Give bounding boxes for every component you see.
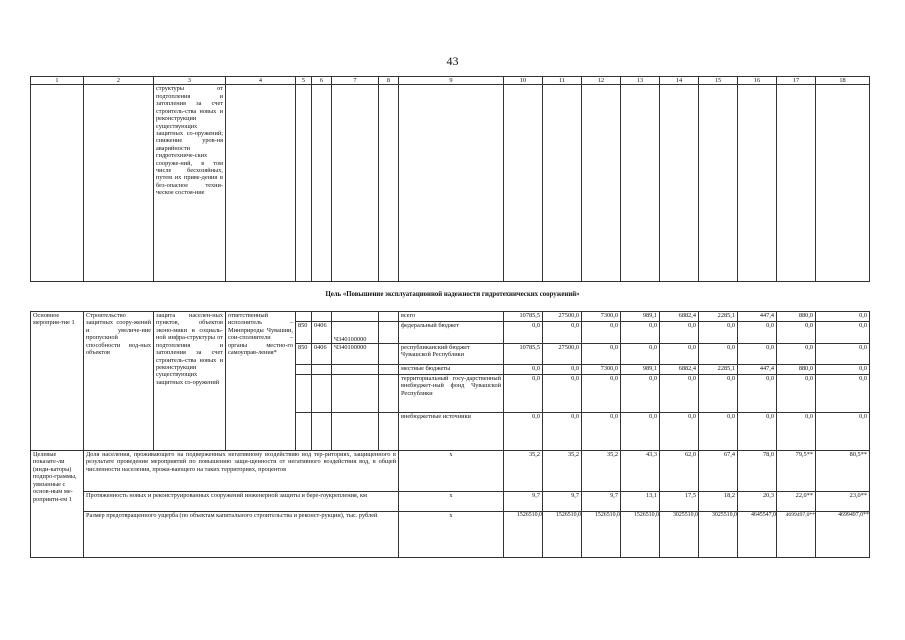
col-header: 17 [777,77,816,85]
event-executors: ответственный исполнитель – Минприроды Чувашии, сои-сполнители – органы местно-го самоуправ-ления* [226,312,296,451]
indicator-value: 9,7 [582,492,621,512]
indicator-row [31,451,870,492]
value-cell: 880,0 [777,365,816,375]
table-row [31,312,870,322]
section-cell: 0406 [312,322,332,344]
col-header: 18 [816,77,870,85]
value-cell: 0,0 [738,322,777,344]
value-cell: 0,0 [504,375,543,413]
value-cell: 0,0 [777,344,816,365]
indicator-value: 3025510,0 [699,512,738,558]
col-header: 4 [226,77,296,85]
value-cell: 0,0 [816,344,870,365]
value-cell: 0,0 [504,413,543,451]
value-cell: 6882,4 [660,312,699,322]
indicator-value: 9,7 [543,492,582,512]
value-cell: 0,0 [816,322,870,344]
value-cell: 0,0 [543,375,582,413]
col-header: 2 [84,77,154,85]
event-title: Строительство защитных соору-жений и увеличе-ние пропускной способности вод-ных объектов [84,312,154,451]
value-cell: 27500,0 [543,344,582,365]
value-cell: 0,0 [582,413,621,451]
vr-cell [379,413,399,451]
indicator-value: 78,0 [738,451,777,492]
grbs-cell [296,375,312,413]
csr-cell: Ч340100000 [332,344,379,365]
value-cell: 10785,5 [504,312,543,322]
col-header: 3 [154,77,226,85]
section-cell [312,413,332,451]
value-cell: 0,0 [504,365,543,375]
indicator-x: x [399,512,504,558]
goal-title: Цель «Повышение эксплуатационной надежности гидротехнических сооружений» [325,291,580,298]
indicator-value: 4699497,0** [816,512,870,558]
indicator-value: 17,5 [660,492,699,512]
indicator-x: x [399,451,504,492]
value-cell: 0,0 [816,413,870,451]
col-header: 13 [621,77,660,85]
col-header: 9 [399,77,504,85]
table-main [30,311,870,558]
indicators-label: Целевые показате-ли (инди-каторы) подпро-граммы, увязанные с основ-ным ме-роприяти-ем 1 [31,451,84,558]
value-cell: 0,0 [777,413,816,451]
col-header: 1 [31,77,84,85]
value-cell: 10785,5 [504,344,543,365]
value-cell: 0,0 [621,375,660,413]
grbs-cell [296,413,312,451]
indicator-value: 35,2 [504,451,543,492]
funding-source: федеральный бюджет [399,322,504,344]
col-header: 11 [543,77,582,85]
funding-source: внебюджетные источники [399,413,504,451]
vr-cell [379,375,399,413]
csr-cell [332,413,379,451]
value-cell: 0,0 [699,322,738,344]
value-cell: 7300,0 [582,365,621,375]
vr-cell [379,344,399,365]
indicator-value: 35,2 [582,451,621,492]
section-cell [312,375,332,413]
value-cell: 2285,1 [699,365,738,375]
indicator-value: 18,2 [699,492,738,512]
funding-source: местные бюджеты [399,365,504,375]
value-cell: 0,0 [816,375,870,413]
csr-cell [332,365,379,375]
value-cell: 0,0 [816,312,870,322]
col-header: 8 [379,77,399,85]
value-cell: 0,0 [582,375,621,413]
funding-source: территориальный госу-дарственный внебюджет-ный фонд Чувашской Республики [399,375,504,413]
value-cell: 0,0 [543,365,582,375]
indicator-x: x [399,492,504,512]
value-cell: 2285,1 [699,312,738,322]
indicator-value: 20,3 [738,492,777,512]
grbs-cell: 850 [296,322,312,344]
value-cell: 0,0 [660,375,699,413]
value-cell: 0,0 [777,375,816,413]
value-cell: 0,0 [660,322,699,344]
indicator-row [31,512,870,558]
value-cell: 6882,4 [660,365,699,375]
col-header: 14 [660,77,699,85]
indicator-value: 23,0** [816,492,870,512]
value-cell: 0,0 [543,322,582,344]
value-cell: 989,1 [621,312,660,322]
section-cell [312,365,332,375]
indicator-text: Доля населения, проживающего на подверженных негативному воздействию вод тер-риториях, защищенного в результате проведения мероприятий по повышению защи-щенности от негативного воздействия вод, в общей численности населения, прожи-вающего на таких территориях, процентов [84,451,399,492]
value-cell: 0,0 [621,322,660,344]
value-cell: 0,0 [738,375,777,413]
continuation-row [31,85,870,282]
indicator-value: 1526510,0 [582,512,621,558]
col3-continuation-text: структуры от подтопления и затопления за счет строитель-ства новых и реконструкции существующих защитных со-оружений; снижение уров-ня аварийности гидротехниче-ских сооруже-ний, в том числе бесхозяйных, путем их приве-дения в без-опасное техни-ческое состоя-ние [154,85,226,282]
value-cell: 0,0 [699,413,738,451]
col-header: 12 [582,77,621,85]
indicator-value: 80,5** [816,451,870,492]
grbs-cell [296,312,312,322]
indicator-value: 1526510,0 [504,512,543,558]
funding-source: республиканский бюджет Чувашской Республики [399,344,504,365]
vr-cell [379,312,399,322]
col-header: 5 [296,77,312,85]
csr-cell [332,312,379,322]
value-cell: 0,0 [504,322,543,344]
value-cell: 0,0 [582,344,621,365]
indicator-text: Размер предотвращенного ущерба (по объектам капитального строительства и реконст-рукции), тыс. рублей [84,512,399,558]
indicator-value: 1526510,0 [621,512,660,558]
indicator-value: 4699497,0** [777,512,816,558]
col-header: 15 [699,77,738,85]
col-header: 10 [504,77,543,85]
indicator-value: 13,1 [621,492,660,512]
value-cell: 0,0 [738,413,777,451]
col-header: 6 [312,77,332,85]
column-number-row [31,77,870,85]
indicator-value: 22,0** [777,492,816,512]
value-cell: 447,4 [738,365,777,375]
indicator-value: 67,4 [699,451,738,492]
value-cell: 0,0 [816,365,870,375]
grbs-cell [296,365,312,375]
indicator-value: 3025510,0 [660,512,699,558]
value-cell: 0,0 [621,344,660,365]
section-cell: 0406 [312,344,332,365]
funding-source: всего [399,312,504,322]
page-number: 43 [446,54,459,68]
value-cell: 0,0 [777,322,816,344]
event-goal: защита населен-ных пунктов, объектов эконо-мики и социаль-ной инфра-структуры от подтопления и затопления за счет строитель-ства новых и реконструкции существующих защитных со-оружений [154,312,226,451]
indicator-value: 79,5** [777,451,816,492]
section-cell [312,312,332,322]
col-header: 7 [332,77,379,85]
value-cell: 0,0 [699,375,738,413]
value-cell: 0,0 [660,344,699,365]
value-cell: 447,4 [738,312,777,322]
indicator-value: 35,2 [543,451,582,492]
grbs-cell: 850 [296,344,312,365]
value-cell: 0,0 [582,322,621,344]
value-cell: 0,0 [621,413,660,451]
vr-cell [379,365,399,375]
csr-cell: Ч340100000 [332,322,379,344]
value-cell: 0,0 [660,413,699,451]
col-header: 16 [738,77,777,85]
value-cell: 989,1 [621,365,660,375]
value-cell: 27500,0 [543,312,582,322]
table-top [30,76,870,282]
indicator-text: Протяженность новых и реконструированных сооружений инженерной защиты и бере-гоукрепления, км [84,492,399,512]
indicator-row [31,492,870,512]
indicator-value: 4645547,0 [738,512,777,558]
value-cell: 0,0 [543,413,582,451]
value-cell: 880,0 [777,312,816,322]
event-code: Основное мероприя-тие 1 [31,312,84,451]
csr-cell [332,375,379,413]
indicator-value: 43,3 [621,451,660,492]
value-cell: 0,0 [738,344,777,365]
indicator-value: 62,0 [660,451,699,492]
value-cell: 7300,0 [582,312,621,322]
vr-cell [379,322,399,344]
value-cell: 0,0 [699,344,738,365]
indicator-value: 9,7 [504,492,543,512]
indicator-value: 1526510,0 [543,512,582,558]
